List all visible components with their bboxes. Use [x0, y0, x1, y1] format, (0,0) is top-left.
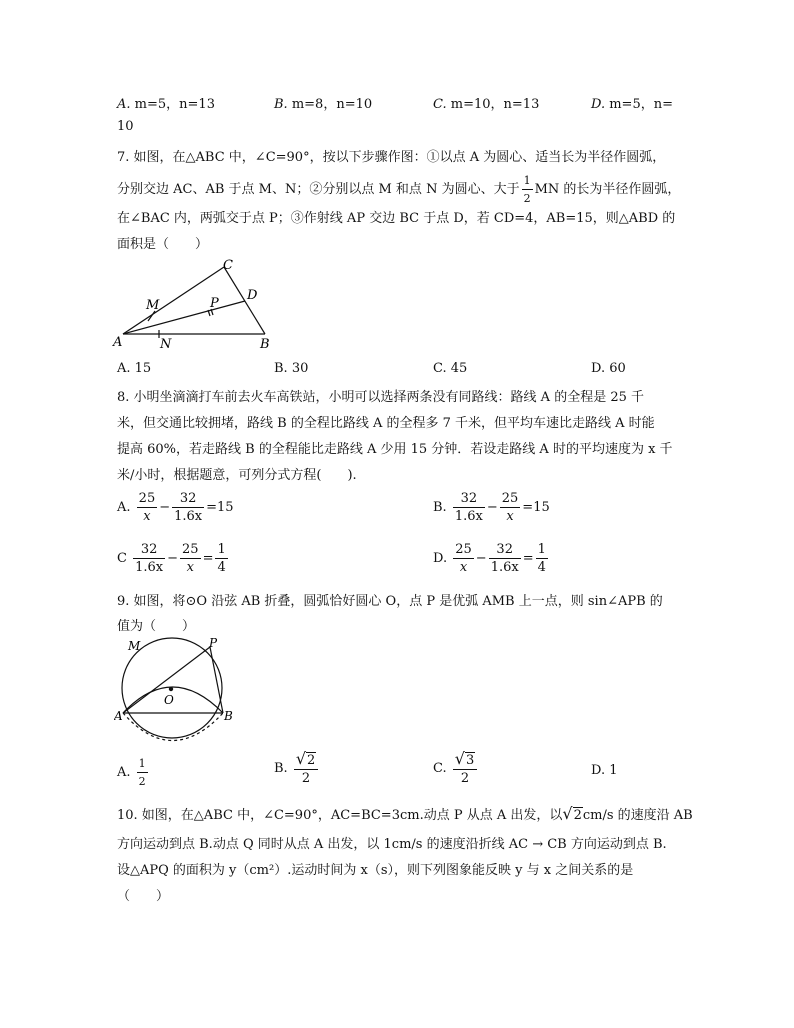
q6-option-b: B. m=8，n=10 [274, 97, 373, 112]
q7-stem-line2: 分别交边 AC、AB 于点 M、N；②分别以点 M 和点 N 为圆心、大于 $\frac{1}{2}$ MN 的长为半径作圆弧， [117, 174, 681, 205]
label-p: P [210, 296, 219, 311]
label-b: B [224, 709, 233, 723]
q8-stem-line2: 米，但交通比较拥堵，路线 B 的全程比路线 A 的全程多 7 千米，但平均车速比走路线 A 时能 [117, 416, 655, 431]
q9-stem-line1: 9. 如图，将⊙O 沿弦 AB 折叠，圆弧恰好圆心 O，点 P 是优弧 AMB 上一点，则 sin∠APB 的 [117, 594, 663, 609]
label-c: C [223, 258, 233, 273]
q10-stem-line4: （ ） [117, 889, 170, 904]
q8-option-c: C $\frac{32}{1.6x}$ − $\frac{25}{x}$ = $\frac{1}{4}$ [117, 542, 226, 575]
q7-option-d: D. 60 [591, 361, 626, 376]
q7-option-b: B. 30 [274, 361, 309, 376]
label-m: M [128, 639, 141, 653]
label-d: D [247, 288, 258, 303]
q10-stem-line2: 方向运动到点 B.动点 Q 同时从点 A 出发，以 1cm/s 的速度沿折线 AC → CB 方向运动到点 B. [117, 837, 667, 852]
q10-stem-line1: 10. 如图，在△ABC 中，∠C=90°，AC=BC=3cm.动点 P 从点 A 出发，以√2cm/s 的速度沿 AB [117, 804, 693, 823]
q9-option-a: A. $\frac{1}{2}$ [117, 757, 146, 788]
label-a: A [113, 335, 123, 350]
side-ac [123, 267, 224, 334]
label-a: A [114, 709, 123, 723]
q6-option-d: D. m=5，n= [591, 97, 673, 112]
q8-stem-line4: 米/小时，根据题意，可列分式方程( ). [117, 468, 357, 483]
ray-ap [123, 301, 245, 334]
q7-triangle-figure [112, 253, 277, 353]
q9-circle-figure [114, 636, 236, 744]
q6-option-d-wrap: 10 [117, 119, 134, 134]
q7-option-a: A. 15 [117, 361, 152, 376]
q7-stem-line3: 在∠BAC 内，两弧交于点 P；③作射线 AP 交边 BC 于点 D，若 CD=4，AB=15，则△ABD 的 [117, 211, 676, 226]
q8-stem-line1: 8. 小明坐滴滴打车前去火车高铁站，小明可以选择两条没有同路线：路线 A 的全程是 25 千 [117, 390, 644, 405]
q8-option-a: A. $\frac{25}{x}$ − $\frac{32}{1.6x}$ =15 [117, 491, 234, 524]
q10-stem-line3: 设△APQ 的面积为 y（cm²）.运动时间为 x（s），则下列图象能反映 y 与 x 之间关系的是 [117, 863, 634, 878]
q9-option-d: D. 1 [591, 763, 618, 778]
q7-option-c: C. 45 [433, 361, 468, 376]
side-cb [224, 267, 265, 334]
q9-option-c: C. $\frac{√3}{2}$ [433, 750, 479, 787]
q8-stem-line3: 提高 60%，若走路线 B 的全程能比走路线 A 少用 15 分钟．若设走路线 A 时的平均速度为 x 千 [117, 442, 673, 457]
label-m: M [146, 298, 160, 313]
q7-stem-line1: 7. 如图，在△ABC 中，∠C=90°，按以下步骤作图：①以点 A 为圆心、适当长为半径作圆弧， [117, 150, 666, 165]
label-p: P [209, 636, 218, 650]
q8-option-b: B. $\frac{32}{1.6x}$ − $\frac{25}{x}$ =15 [433, 491, 550, 524]
q6-option-a: A. m=5，n=13 [117, 97, 215, 112]
label-n: N [160, 337, 172, 352]
dashed-arc [123, 713, 223, 741]
label-b: B [260, 337, 270, 352]
center-o-dot [169, 687, 173, 691]
q9-stem-line2: 值为（ ） [117, 619, 196, 634]
label-o: O [164, 693, 174, 707]
q7-stem-line4: 面积是（ ） [117, 237, 209, 252]
q6-option-c: C. m=10，n=13 [433, 97, 540, 112]
q8-option-d: D. $\frac{25}{x}$ − $\frac{32}{1.6x}$ = $\frac{1}{4}$ [433, 542, 546, 575]
q9-option-b: B. $\frac{√2}{2}$ [274, 750, 320, 787]
